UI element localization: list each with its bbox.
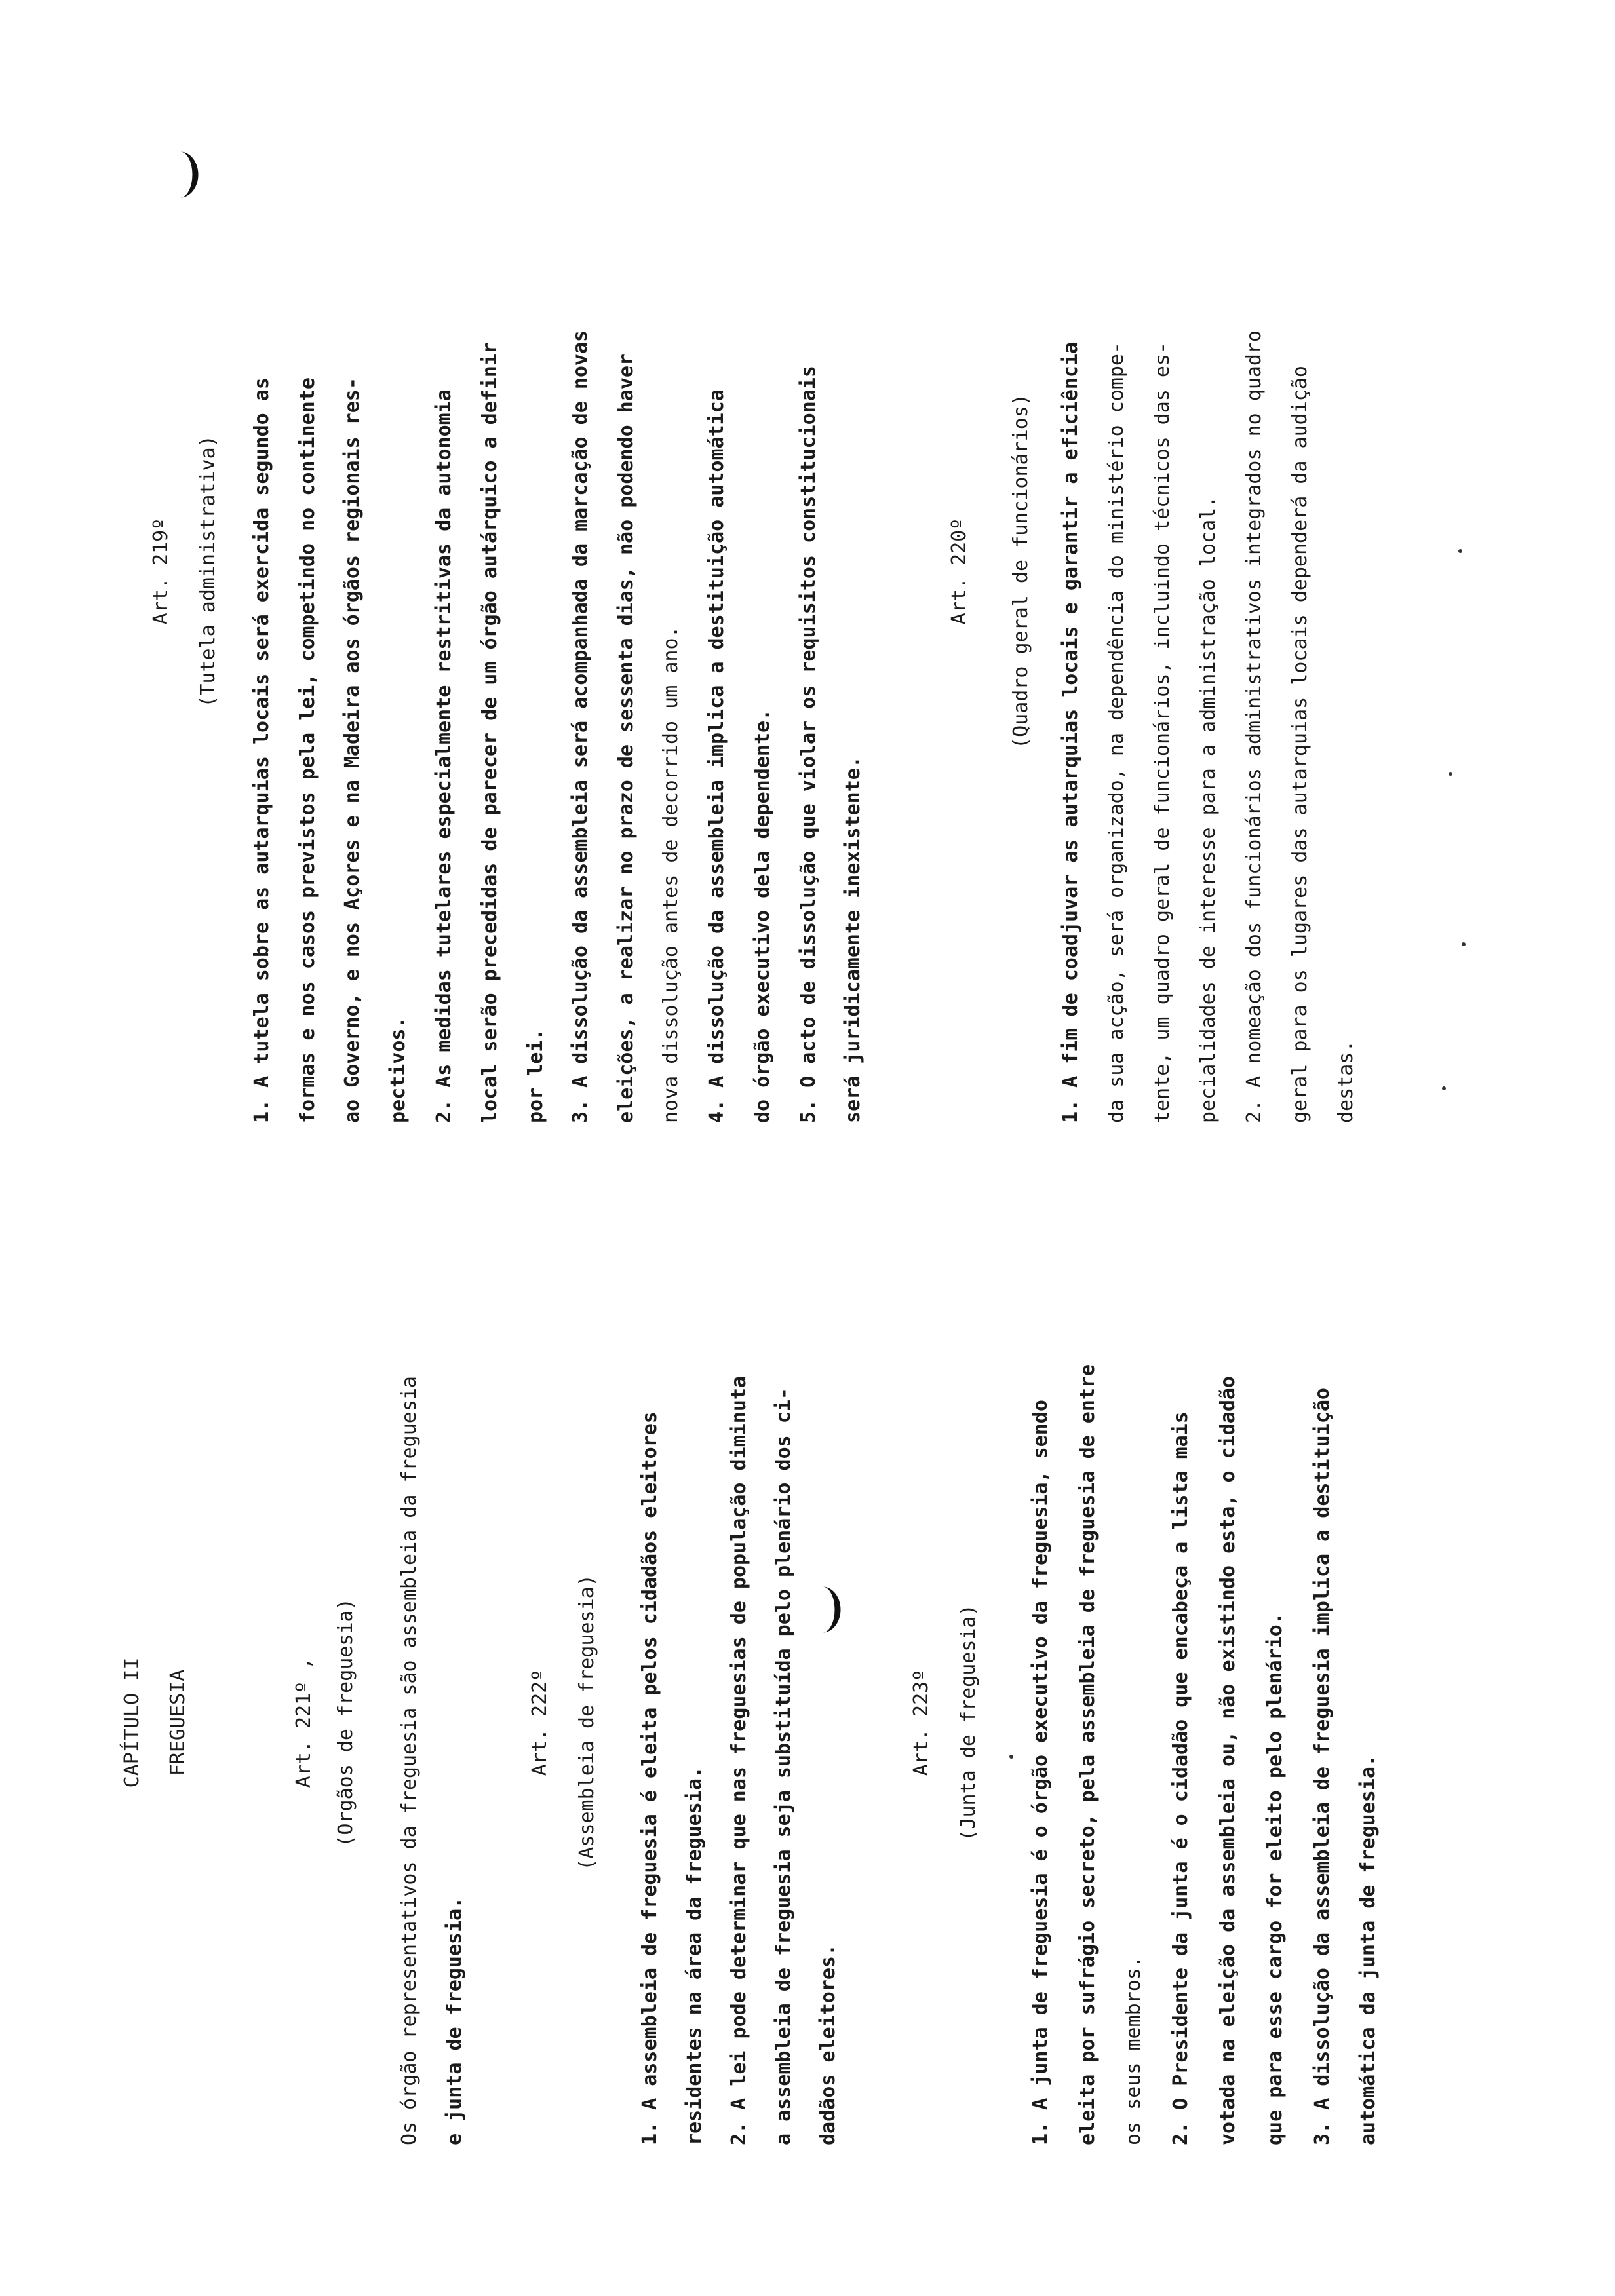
article-line: residentes na área da freguesia.	[683, 1767, 706, 2145]
article-number: Art. 222º	[528, 1669, 551, 1776]
article-line: 1. A assembleia de freguesia é eleita pelos cidadãos eleitores	[638, 1411, 661, 2145]
article-line: 2. O Presidente da junta é o cidadão que encabeça a lista mais	[1169, 1411, 1192, 2145]
article-line: da sua acção, será organizado, na dependência do ministério compe-	[1105, 341, 1128, 1123]
article-number: Art. 223º	[910, 1669, 933, 1776]
article-line: 5. O acto de dissolução que violar os requisitos constitucionais	[797, 366, 820, 1123]
scan-speck	[1009, 1755, 1013, 1759]
chapter-subtitle: FREGUESIA	[166, 1669, 189, 1776]
article-line: eleições, a realizar no prazo de sessenta dias, não podendo haver	[615, 354, 638, 1123]
article-line: eleita por sufrágio secreto, pela assembleia de freguesia de entre	[1076, 1364, 1099, 2145]
scan-speck	[1449, 772, 1452, 776]
article-line: 1. A junta de freguesia é o órgão executivo da freguesia, sendo	[1029, 1400, 1052, 2145]
article-line: 4. A dissolução da assembleia implica a destituição automática	[705, 389, 728, 1123]
article-title: (Orgãos de freguesia)	[334, 1598, 357, 1847]
article-line: 1. A fim de coadjuvar as autarquias locais e garantir a eficiência	[1059, 341, 1082, 1123]
article-line: 2. A nomeação dos funcionários administrativos integrados no quadro	[1243, 330, 1266, 1123]
article-line: 2. A lei pode determinar que nas freguesias de população diminuta	[728, 1376, 750, 2145]
article-number: Art. 219º	[149, 518, 172, 625]
scan-speck	[1442, 1086, 1446, 1090]
article-line: a assembleia de freguesia seja substituída pelo plenário dos ci-	[772, 1388, 795, 2145]
article-line: 3. A dissolução da assembleia será acompanhada da marcação de novas	[569, 330, 592, 1123]
article-number: Art. 221º ,	[292, 1657, 315, 1788]
article-title: (Tutela administrativa)	[197, 435, 220, 708]
article-line: Os órgão representativos da freguesia são assembleia da freguesia	[398, 1376, 421, 2145]
article-title: (Quadro geral de funcionários)	[1009, 394, 1032, 749]
article-line: 2. As medidas tutelares especialmente restritivas da autonomia	[433, 389, 456, 1123]
article-line: e junta de freguesia.	[443, 1896, 466, 2145]
article-line: nova dissolução antes de decorrido um ano.	[659, 626, 682, 1123]
article-line: tente, um quadro geral de funcionários, incluindo técnicos das es-	[1151, 341, 1174, 1123]
page-top-half	[0, 1149, 1615, 2296]
article-line: os seus membros.	[1122, 1956, 1145, 2145]
article-line: votada na eleição da assembleia ou, não existindo esta, o cidadão	[1216, 1376, 1239, 2145]
article-line: será juridicamente inexistente.	[842, 756, 865, 1123]
chapter-title: CAPÍTULO II	[121, 1657, 144, 1788]
article-line: pecialidades de interesse para a administração local.	[1197, 495, 1220, 1123]
scan-speck	[1462, 942, 1466, 946]
punch-hole-mark	[805, 1587, 841, 1633]
page-bottom-half	[0, 0, 1615, 1143]
scan-speck	[1458, 549, 1462, 553]
article-line: por lei.	[524, 1028, 547, 1123]
article-line: do órgão executivo dela dependente.	[751, 708, 774, 1123]
article-line: formas e nos casos previstos pela lei, competindo no continente	[296, 377, 319, 1123]
article-number: Art. 220º	[948, 518, 971, 625]
article-title: (Junta de freguesia)	[957, 1604, 980, 1841]
article-line: que para esse cargo for eleito pelo plenário.	[1264, 1613, 1287, 2145]
article-line: destas.	[1334, 1040, 1357, 1123]
article-line: pectivos.	[387, 1016, 410, 1123]
article-line: dadãos eleitores.	[817, 1943, 840, 2145]
article-title: (Assembleia de freguesia)	[575, 1575, 598, 1871]
article-line: geral para os lugares das autarquias locais dependerá da audição	[1289, 366, 1312, 1123]
article-line: 3. A dissolução da assembleia de freguesia implica a destituição	[1311, 1388, 1334, 2145]
article-line: ao Governo, e nos Açores e na Madeira aos órgãos regionais res-	[341, 377, 364, 1123]
article-line: automática da junta de freguesia.	[1357, 1754, 1380, 2145]
article-line: 1. A tutela sobre as autarquias locais será exercida segundo as	[250, 377, 273, 1123]
article-line: local serão precedidas de parecer de um órgão autárquico a definir	[478, 341, 501, 1123]
